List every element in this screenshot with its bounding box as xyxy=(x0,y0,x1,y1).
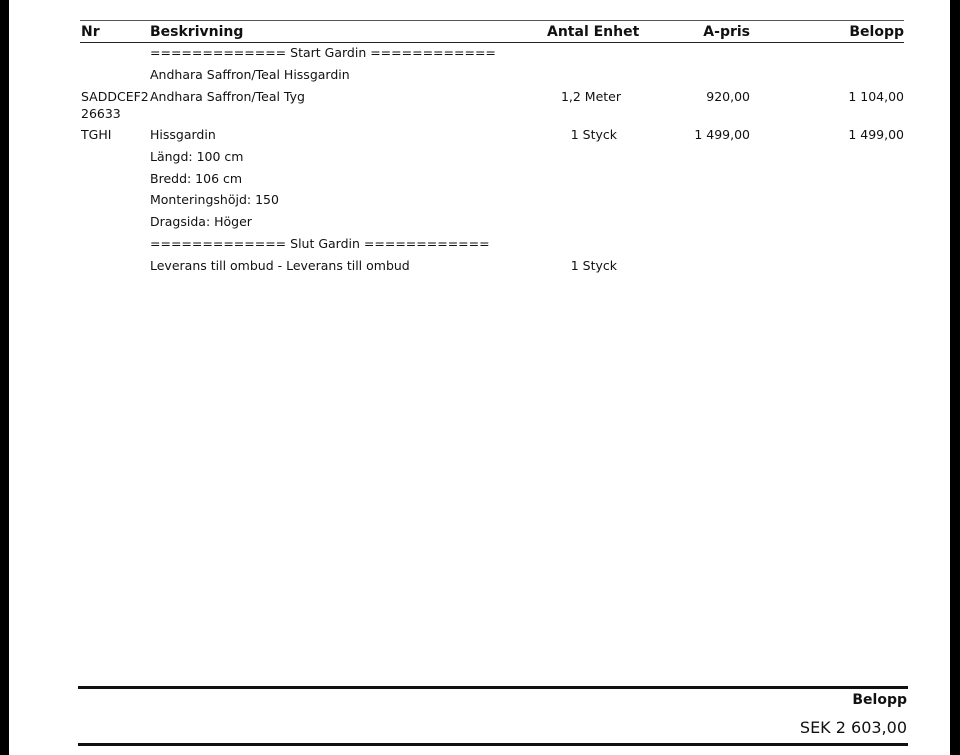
row-hissgardin-beskrivning: Hissgardin xyxy=(150,127,216,142)
row-slut-gardin: ============= Slut Gardin ============ xyxy=(150,236,490,251)
col-header-antal-enhet: Antal Enhet xyxy=(547,24,640,40)
col-header-nr: Nr xyxy=(81,24,100,40)
row-detail-langd: Längd: 100 cm xyxy=(150,149,244,164)
col-header-belopp: Belopp xyxy=(849,24,904,40)
row-tyg-antal: 1,2 Meter xyxy=(560,89,621,104)
header-bottom-rule xyxy=(80,42,904,43)
header-top-rule xyxy=(80,20,904,21)
row-leverans-beskrivning: Leverans till ombud - Leverans till ombud xyxy=(150,258,410,273)
invoice-page xyxy=(9,0,950,755)
row-tyg-apris: 920,00 xyxy=(706,89,750,104)
footer-bottom-rule xyxy=(78,743,908,746)
row-tyg-nr-cont: 26633 xyxy=(81,106,121,121)
col-header-beskrivning: Beskrivning xyxy=(150,24,244,40)
row-start-gardin: ============= Start Gardin ============ xyxy=(150,45,496,60)
row-detail-dragsida: Dragsida: Höger xyxy=(150,214,252,229)
row-tyg-belopp: 1 104,00 xyxy=(848,89,904,104)
footer-belopp-label: Belopp xyxy=(852,692,907,708)
row-product-title: Andhara Saffron/Teal Hissgardin xyxy=(150,67,350,82)
row-detail-monteringshojd: Monteringshöjd: 150 xyxy=(150,192,279,207)
footer-top-rule xyxy=(78,686,908,689)
row-hissgardin-antal: 1 Styck xyxy=(570,127,617,142)
row-hissgardin-apris: 1 499,00 xyxy=(694,127,750,142)
row-hissgardin-belopp: 1 499,00 xyxy=(848,127,904,142)
row-tyg-beskrivning: Andhara Saffron/Teal Tyg xyxy=(150,89,305,104)
row-leverans-antal: 1 Styck xyxy=(570,258,617,273)
row-hissgardin-nr: TGHI xyxy=(81,127,112,142)
footer-total-amount: SEK 2 603,00 xyxy=(799,718,907,737)
col-header-a-pris: A-pris xyxy=(703,24,750,40)
row-detail-bredd: Bredd: 106 cm xyxy=(150,171,243,186)
row-tyg-nr: SADDCEF2 xyxy=(81,89,149,104)
